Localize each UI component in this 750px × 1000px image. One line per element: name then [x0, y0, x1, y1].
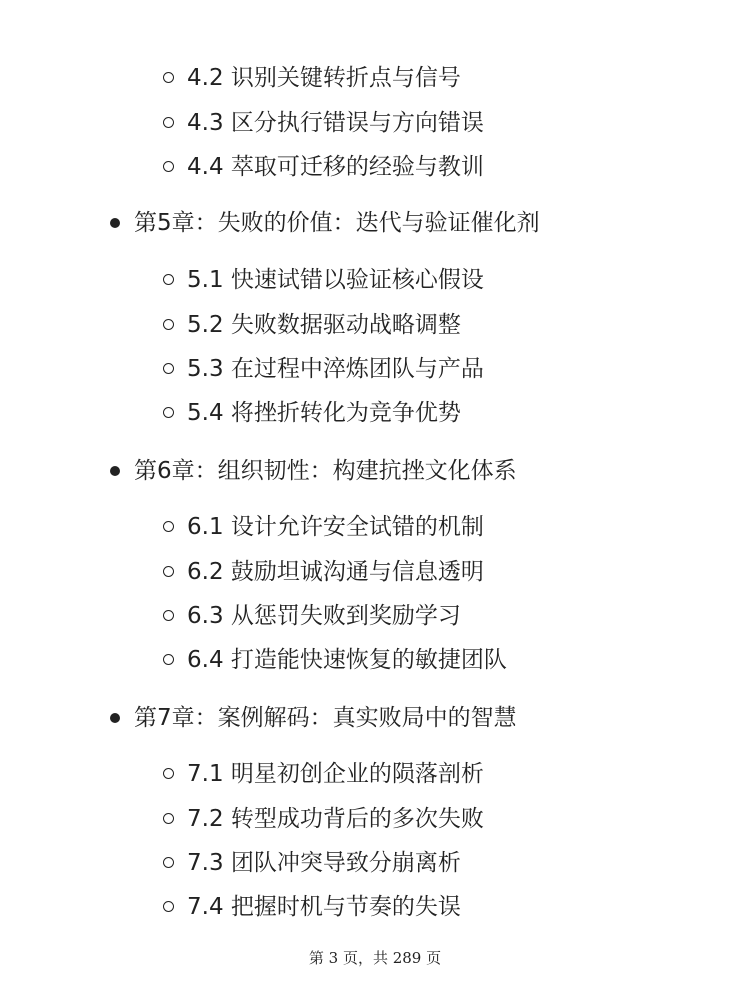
section-title: 4.3 区分执行错误与方向错误 [187, 110, 484, 136]
hollow-bullet-icon [163, 147, 175, 187]
section-title: 5.2 失败数据驱动战略调整 [187, 312, 461, 338]
chapter-title: 第7章：案例解码：真实败局中的智慧 [134, 705, 517, 731]
hollow-bullet-icon [163, 103, 175, 143]
hollow-bullet-icon [163, 349, 175, 389]
hollow-bullet-icon [163, 552, 175, 592]
hollow-bullet-icon [163, 799, 175, 839]
hollow-bullet-icon [163, 393, 175, 433]
hollow-bullet-icon [163, 596, 175, 636]
hollow-bullet-icon [163, 507, 175, 547]
hollow-bullet-icon [163, 640, 175, 680]
section-title: 5.4 将挫折转化为竞争优势 [187, 400, 461, 426]
chapter-title: 第5章：失败的价值：迭代与验证催化剂 [134, 210, 540, 236]
section-title: 7.3 团队冲突导致分崩离析 [187, 850, 461, 876]
filled-bullet-icon [110, 698, 122, 738]
chapter-title: 第6章：组织韧性：构建抗挫文化体系 [134, 458, 517, 484]
hollow-bullet-icon [163, 887, 175, 927]
section-title: 7.1 明星初创企业的陨落剖析 [187, 761, 484, 787]
section-title: 5.1 快速试错以验证核心假设 [187, 267, 484, 293]
section-title: 6.4 打造能快速恢复的敏捷团队 [187, 647, 507, 673]
filled-bullet-icon [110, 451, 122, 491]
filled-bullet-icon [110, 203, 122, 243]
section-title: 7.2 转型成功背后的多次失败 [187, 806, 484, 832]
section-title: 5.3 在过程中淬炼团队与产品 [187, 356, 484, 382]
page-number-footer: 第 3 页，共 289 页 [308, 949, 442, 967]
section-title: 6.3 从惩罚失败到奖励学习 [187, 603, 461, 629]
section-title: 7.4 把握时机与节奏的失误 [187, 894, 461, 920]
hollow-bullet-icon [163, 305, 175, 345]
hollow-bullet-icon [163, 260, 175, 300]
section-title: 4.2 识别关键转折点与信号 [187, 65, 461, 91]
hollow-bullet-icon [163, 843, 175, 883]
section-title: 4.4 萃取可迁移的经验与教训 [187, 154, 484, 180]
hollow-bullet-icon [163, 754, 175, 794]
hollow-bullet-icon [163, 58, 175, 98]
section-title: 6.1 设计允许安全试错的机制 [187, 514, 484, 540]
section-title: 6.2 鼓励坦诚沟通与信息透明 [187, 559, 484, 585]
